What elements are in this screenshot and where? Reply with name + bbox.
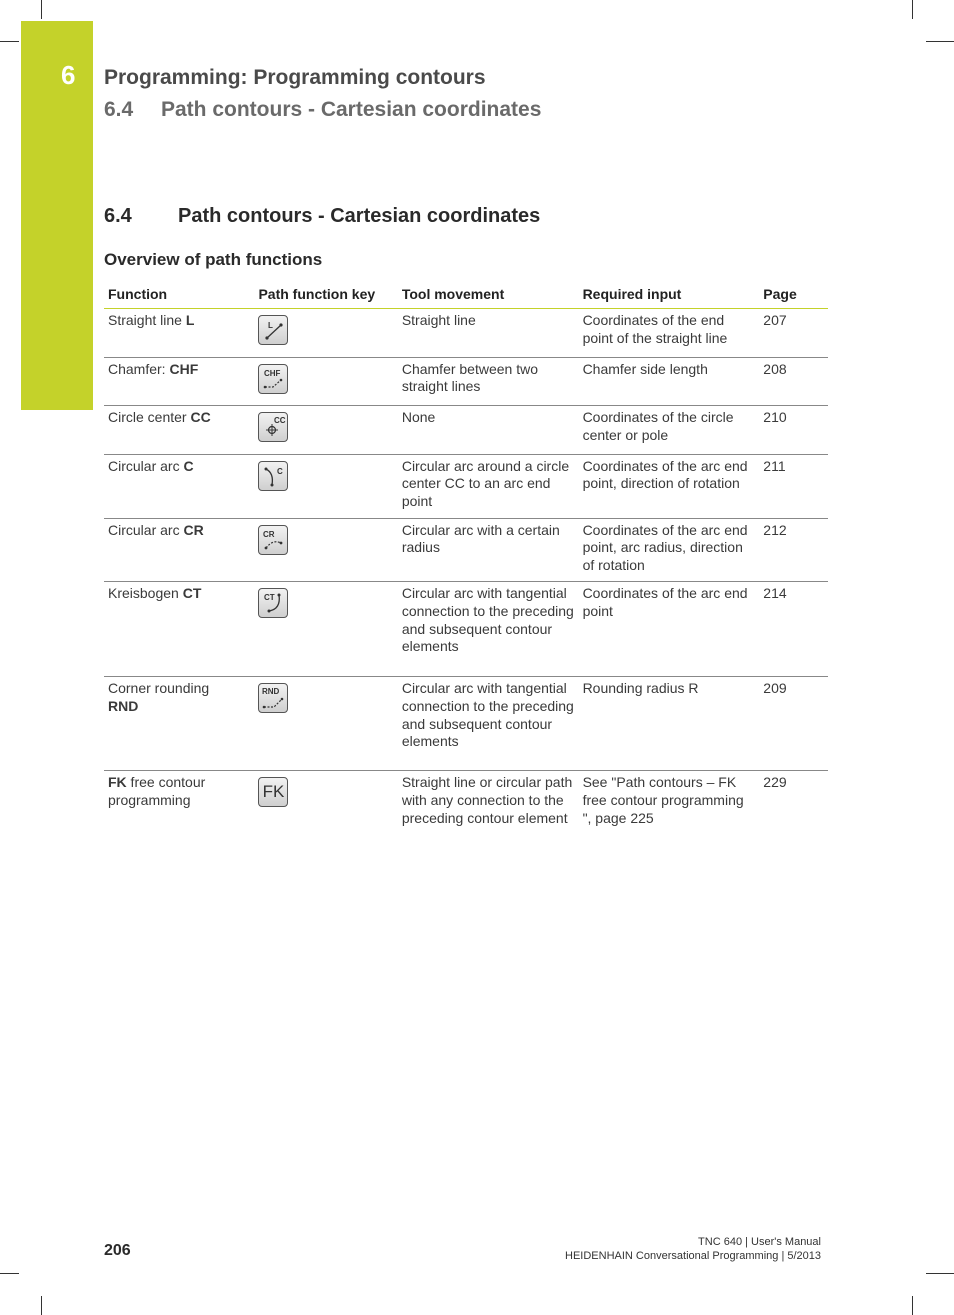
movement-cell: Circular arc with tangential connection to the preceding and subsequent contour elements bbox=[398, 582, 579, 677]
svg-text:CT: CT bbox=[264, 593, 276, 603]
key-cell bbox=[254, 309, 397, 358]
movement-cell: Straight line bbox=[398, 309, 579, 358]
circular-arc-key-icon bbox=[258, 461, 288, 491]
key-cell bbox=[254, 582, 397, 677]
tangential-arc-key-icon bbox=[258, 588, 288, 618]
svg-text:C: C bbox=[277, 466, 284, 476]
crop-mark bbox=[0, 1273, 19, 1274]
key-cell bbox=[254, 518, 397, 582]
crop-mark bbox=[926, 1273, 954, 1274]
page-cell: 208 bbox=[759, 357, 828, 406]
running-header-section-title: Path contours - Cartesian coordinates bbox=[161, 98, 542, 121]
chapter-number: 6 bbox=[61, 60, 76, 90]
movement-cell: Chamfer between two straight lines bbox=[398, 357, 579, 406]
table-header-row bbox=[104, 282, 828, 309]
key-cell bbox=[254, 357, 397, 406]
header-page: Page bbox=[759, 282, 828, 309]
function-cell: Circle center CC bbox=[104, 406, 254, 455]
table-row bbox=[104, 518, 828, 582]
page-cell: 211 bbox=[759, 454, 828, 518]
crop-mark bbox=[41, 0, 42, 19]
function-cell: Kreisbogen CT bbox=[104, 582, 254, 677]
key-cell bbox=[254, 677, 397, 771]
function-cell: Circular arc CR bbox=[104, 518, 254, 582]
crop-mark bbox=[0, 41, 19, 42]
table-row bbox=[104, 771, 828, 866]
movement-cell: Straight line or circular path with any connection to the preceding contour element bbox=[401, 774, 573, 826]
key-cell bbox=[254, 771, 397, 866]
movement-cell: None bbox=[398, 406, 579, 455]
running-header-section bbox=[104, 98, 541, 122]
input-cell: Coordinates of the end point of the straight line bbox=[579, 309, 760, 358]
table-row bbox=[104, 357, 828, 406]
svg-text:RND: RND bbox=[262, 687, 280, 697]
table-row bbox=[104, 454, 828, 518]
section-number: 6.4 bbox=[104, 205, 132, 227]
running-header-section-number: 6.4 bbox=[104, 98, 134, 121]
key-cell bbox=[254, 454, 397, 518]
function-cell: Corner rounding RND bbox=[104, 677, 254, 771]
svg-text:CR: CR bbox=[263, 529, 276, 539]
footer-manual-line1: TNC 640 | User's Manual bbox=[698, 1236, 821, 1248]
movement-cell: Circular arc with tangential connection to the preceding and subsequent contour elements bbox=[398, 677, 579, 771]
svg-text:CC: CC bbox=[274, 416, 287, 426]
header-path-function-key: Path function key bbox=[254, 282, 397, 309]
crop-mark bbox=[912, 1296, 913, 1315]
page-cell: 207 bbox=[759, 309, 828, 358]
movement-cell: Circular arc with a certain radius bbox=[398, 518, 579, 582]
footer-manual-line2: HEIDENHAIN Conversational Programming | 5/2013 bbox=[565, 1250, 821, 1262]
input-cell: Coordinates of the arc end point, direction of rotation bbox=[579, 454, 760, 518]
subsection-heading: Overview of path functions bbox=[104, 250, 323, 269]
page-cell: 229 bbox=[763, 774, 787, 791]
page-cell: 212 bbox=[759, 518, 828, 582]
section-title: Path contours - Cartesian coordinates bbox=[178, 205, 541, 227]
section-heading bbox=[104, 205, 540, 228]
chapter-title: Programming: Programming contours bbox=[104, 66, 486, 89]
function-cell: Chamfer: CHF bbox=[104, 357, 254, 406]
circular-arc-radius-key-icon bbox=[258, 525, 288, 555]
header-function: Function bbox=[104, 282, 254, 309]
input-cell: Coordinates of the circle center or pole bbox=[579, 406, 760, 455]
header-required-input: Required input bbox=[579, 282, 760, 309]
input-cell: Coordinates of the arc end point bbox=[579, 582, 760, 677]
movement-cell: Circular arc around a circle center CC to an arc end point bbox=[398, 454, 579, 518]
straight-line-key-icon bbox=[258, 315, 288, 345]
input-cell: See "Path contours – FK free contour programming ", page 225 bbox=[582, 774, 744, 826]
input-cell: Rounding radius R bbox=[579, 677, 760, 771]
table-row bbox=[104, 309, 828, 358]
page-cell: 210 bbox=[759, 406, 828, 455]
svg-text:CHF: CHF bbox=[264, 368, 281, 378]
fk-key-icon bbox=[258, 777, 288, 807]
svg-text:L: L bbox=[268, 321, 274, 330]
key-cell bbox=[254, 406, 397, 455]
header-tool-movement: Tool movement bbox=[398, 282, 579, 309]
table-row bbox=[104, 582, 828, 677]
fk-key-label: FK bbox=[262, 782, 285, 802]
chamfer-key-icon bbox=[258, 364, 288, 394]
table-row bbox=[104, 406, 828, 455]
function-cell: FK free contour programming bbox=[108, 774, 206, 808]
path-functions-table bbox=[104, 282, 828, 866]
page-cell: 214 bbox=[759, 582, 828, 677]
table-row bbox=[104, 677, 828, 771]
corner-rounding-key-icon bbox=[258, 683, 288, 713]
input-cell: Coordinates of the arc end point, arc radius, direction of rotation bbox=[579, 518, 760, 582]
crop-mark bbox=[926, 41, 954, 42]
function-cell: Straight line L bbox=[104, 309, 254, 358]
page-cell: 209 bbox=[759, 677, 828, 771]
input-cell: Chamfer side length bbox=[579, 357, 760, 406]
footer-manual-info bbox=[565, 1235, 821, 1263]
page-number: 206 bbox=[104, 1242, 131, 1259]
crop-mark bbox=[41, 1296, 42, 1315]
function-cell: Circular arc C bbox=[104, 454, 254, 518]
circle-center-key-icon bbox=[258, 412, 288, 442]
crop-mark bbox=[912, 0, 913, 19]
